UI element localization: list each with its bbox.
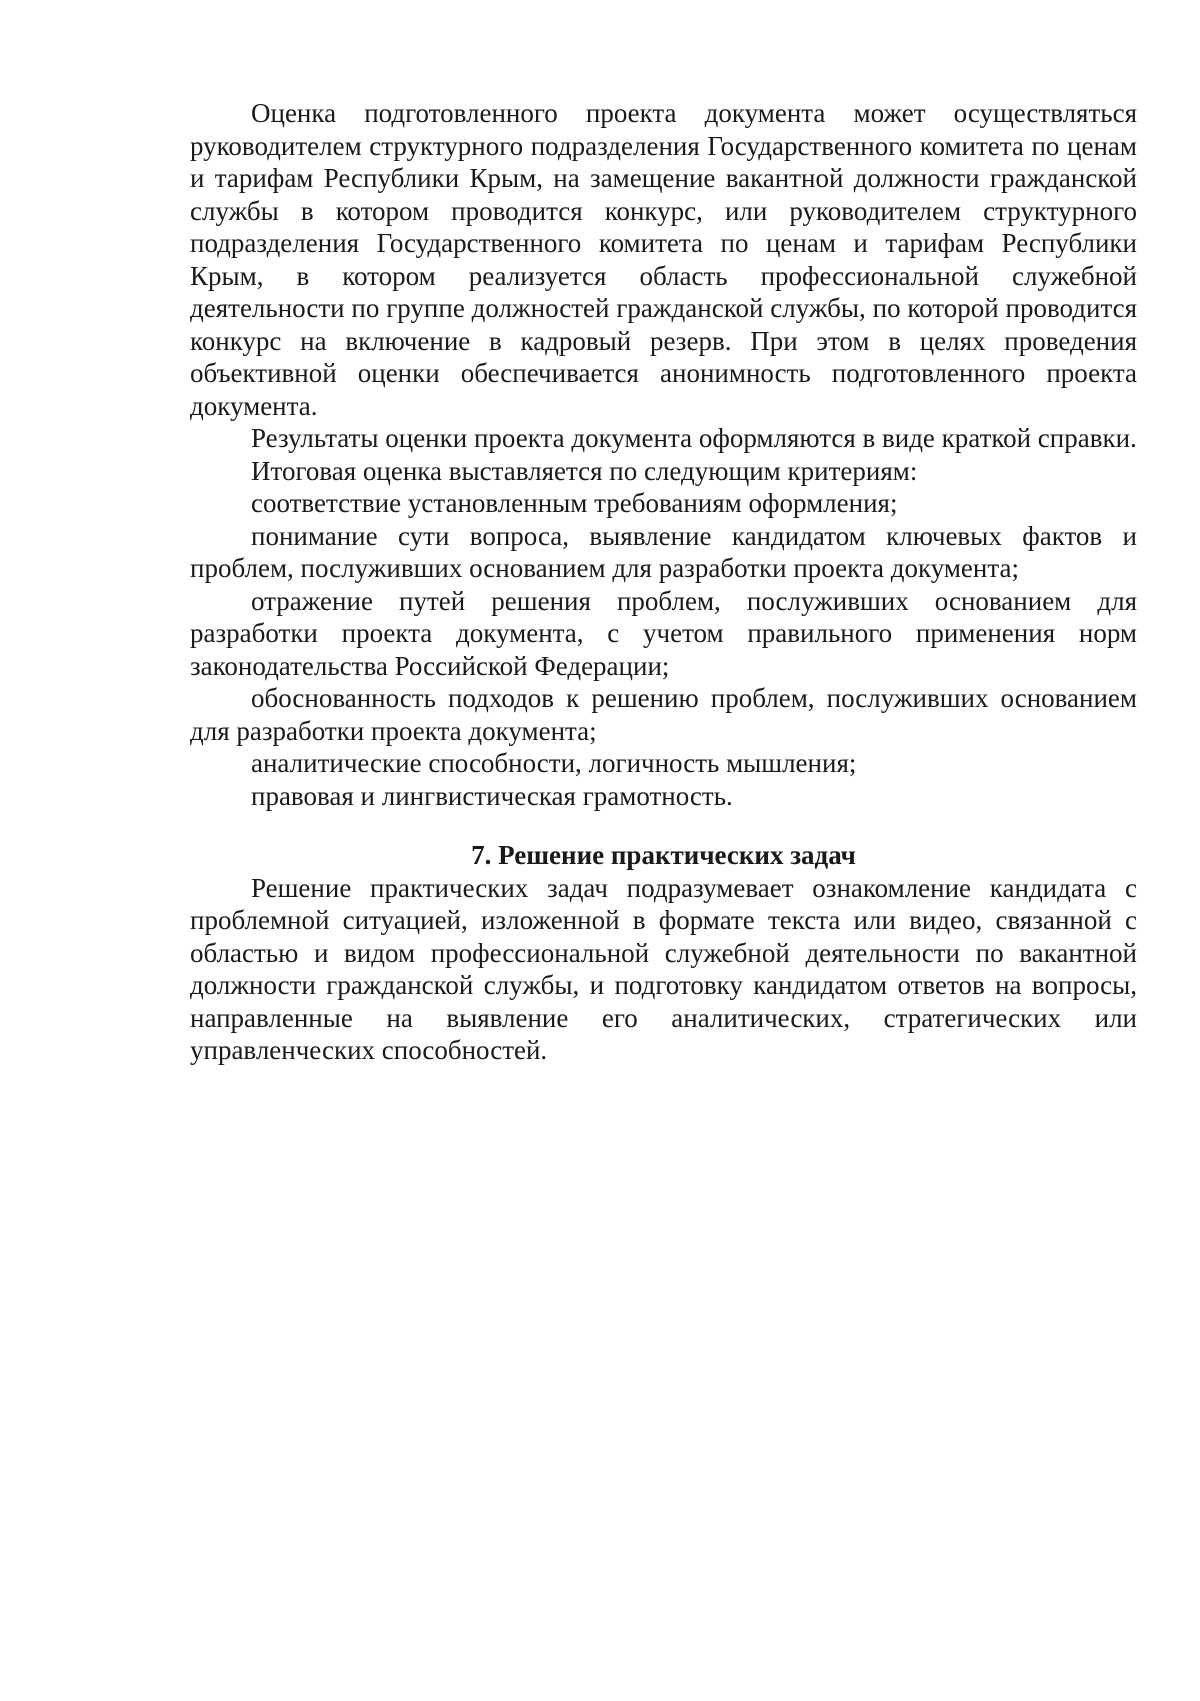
paragraph-evaluation-process: Оценка подготовленного проекта документа может осуществляться руководителем структурного подразделения Государственного комитета по ценам и тарифам Республики Крым, на замещение вакантной должности гражданской службы в котором проводится конкурс, или руководителем структурного подразделения Государственного комитета по ценам и тарифам Республики Крым, в котором реализуется область профессиональной служебной деятельности по группе должностей гражданской службы, по которой проводится конкурс на включение в кадровый резерв. При этом в целях проведения объективной оценки обеспечивается анонимность подготовленного проекта документа.: [190, 98, 1137, 421]
paragraph-evaluation-results: Результаты оценки проекта документа оформляются в виде краткой справки.: [251, 423, 1137, 453]
criterion-analytical-skills: аналитические способности, логичность мышления;: [251, 748, 857, 778]
criterion-literacy: правовая и лингвистическая грамотность.: [251, 780, 733, 811]
criterion-formatting: соответствие установленным требованиям оформления;: [251, 488, 898, 518]
paragraph-criteria-intro: Итоговая оценка выставляется по следующим критериям:: [251, 455, 918, 486]
document-page: [190, 97, 1137, 1067]
section-heading: 7. Решение практических задач: [471, 840, 856, 870]
criterion-solutions: отражение путей решения проблем, послуживших основанием для разработки проекта документа, с учетом правильного применения норм законодательства Российской Федерации;: [190, 585, 1137, 681]
criterion-justification: обоснованность подходов к решению проблем, послуживших основанием для разработки проекта документа;: [190, 683, 1137, 746]
paragraph-practical-tasks: Решение практических задач подразумевает ознакомление кандидата с проблемной ситуацией, изложенной в формате текста или видео, связанной с областью и видом профессиональной служебной деятельности по вакантной должности гражданской службы, и подготовку кандидатом ответов на вопросы, направленные на выявление его аналитических, стратегических или управленческих способностей.: [190, 872, 1137, 1065]
criterion-understanding: понимание сути вопроса, выявление кандидатом ключевых фактов и проблем, послуживших основанием для разработки проекта документа;: [190, 520, 1137, 583]
